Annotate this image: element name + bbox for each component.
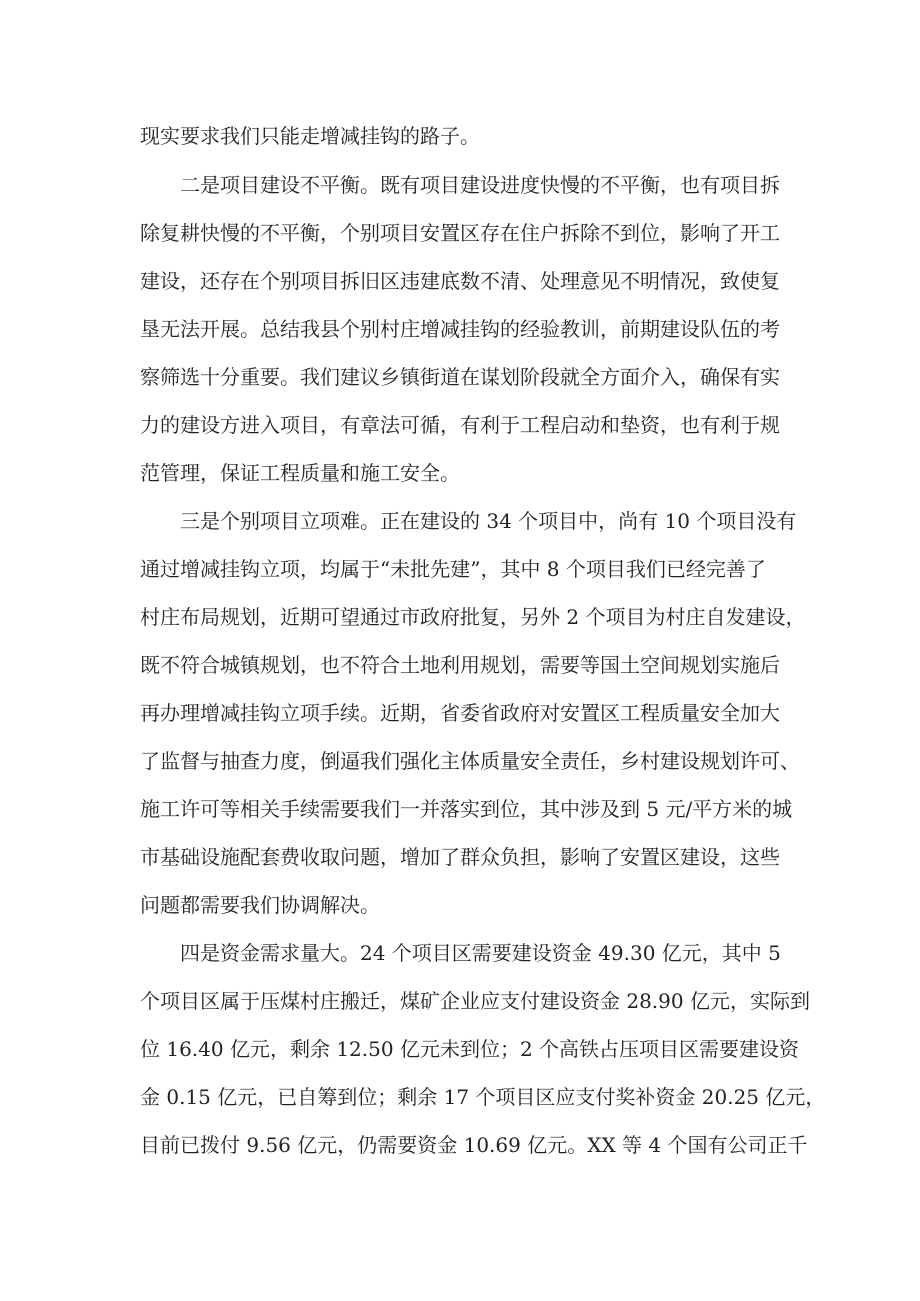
paragraph-4-line-1: 四是资金需求量大。24 个项目区需要建设资金 49.30 亿元，其中 5 [180, 941, 781, 965]
paragraph-3-line-3: 村庄布局规划，近期可望通过市政府批复，另外 2 个项目为村庄自发建设， [140, 605, 806, 629]
paragraph-3-line-9: 问题都需要我们协调解决。 [140, 893, 380, 917]
text-line-1: 现实要求我们只能走增减挂钩的路子。 [140, 124, 480, 148]
paragraph-3-line-4: 既不符合城镇规划，也不符合土地利用规划，需要等国土空间规划实施后 [140, 653, 780, 677]
paragraph-4-line-4: 金 0.15 亿元，已自筹到位；剩余 17 个项目区应支付奖补资金 20.25 亿元， [140, 1085, 826, 1109]
paragraph-3-line-8: 市基础设施配套费收取问题，增加了群众负担，影响了安置区建设，这些 [140, 845, 780, 869]
paragraph-4-line-2: 个项目区属于压煤村庄搬迁，煤矿企业应支付建设资金 28.90 亿元，实际到 [140, 989, 810, 1013]
paragraph-3-line-5: 再办理增减挂钩立项手续。近期，省委省政府对安置区工程质量安全加大 [140, 701, 780, 725]
paragraph-4-line-5: 目前已拨付 9.56 亿元，仍需要资金 10.69 亿元。XX 等 4 个国有公司正千 [140, 1133, 808, 1157]
paragraph-2-line-1: 二是项目建设不平衡。既有项目建设进度快慢的不平衡，也有项目拆 [180, 173, 780, 197]
paragraph-3-line-1: 三是个别项目立项难。正在建设的 34 个项目中，尚有 10 个项目没有 [180, 509, 797, 533]
paragraph-2-line-4: 垦无法开展。总结我县个别村庄增减挂钩的经验教训，前期建设队伍的考 [140, 317, 780, 341]
paragraph-2-line-7: 范管理，保证工程质量和施工安全。 [140, 461, 460, 485]
paragraph-2-line-6: 力的建设方进入项目，有章法可循，有利于工程启动和垫资，也有利于规 [140, 413, 780, 437]
paragraph-3-line-2: 通过增减挂钩立项，均属于“未批先建”，其中 8 个项目我们已经完善了 [140, 557, 766, 581]
paragraph-2-line-3: 建设，还存在个别项目拆旧区违建底数不清、处理意见不明情况，致使复 [140, 269, 780, 293]
paragraph-3-line-6: 了监督与抽查力度，倒逼我们强化主体质量安全责任，乡村建设规划许可、 [140, 749, 800, 773]
paragraph-2-line-2: 除复耕快慢的不平衡，个别项目安置区存在住户拆除不到位，影响了开工 [140, 221, 780, 245]
paragraph-2-line-5: 察筛选十分重要。我们建议乡镇街道在谋划阶段就全方面介入，确保有实 [140, 365, 780, 389]
paragraph-4-line-3: 位 16.40 亿元，剩余 12.50 亿元未到位；2 个高铁占压项目区需要建设资 [140, 1037, 800, 1061]
paragraph-3-line-7: 施工许可等相关手续需要我们一并落实到位，其中涉及到 5 元/平方米的城 [140, 797, 793, 821]
